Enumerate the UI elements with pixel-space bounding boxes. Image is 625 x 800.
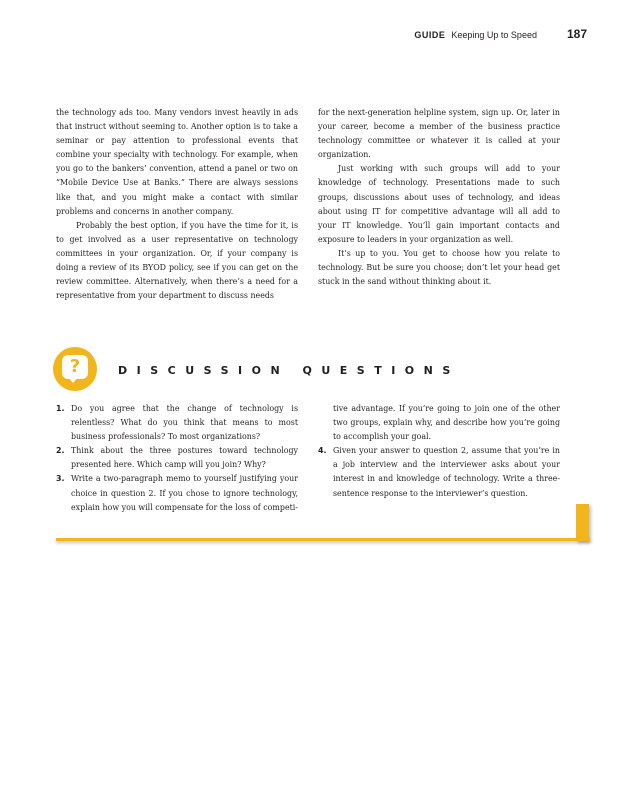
question-text: Given your answer to question 2, assume that you’re in a job interview and the interviewer asks about your interest in and knowledge of technology. Write a three-sentence response to the interviewer’s question.	[333, 446, 560, 498]
body-paragraph: It’s up to you. You get to choose how you relate to technology. But be sure you choose; don’t let your head get stuck in the sand without thinking about it.	[318, 248, 560, 287]
questions-column-right	[318, 402, 560, 501]
body-paragraph: for the next-generation helpline system, sign up. Or, later in your career, become a member of the business practice technology committee or whatever it is called at your organization.	[318, 108, 560, 160]
accent-side-tab	[576, 504, 589, 541]
question-item	[56, 402, 298, 444]
guide-label: GUIDE	[414, 30, 446, 40]
question-number: 2.	[56, 446, 65, 456]
body-paragraph: the technology ads too. Many vendors invest heavily in ads that instruct without seeming to. Another option is to take a seminar or pay attention to professional events that combine your specialty with technology. For example, when you go to the bankers’ convention, attend a panel or two on “Mobile Device Use at Banks.” There are always sessions like that, and you might make a contact with similar problems and concerns in another company.	[56, 108, 298, 216]
question-number: 3.	[56, 474, 65, 484]
question-continuation: tive advantage. If you’re going to join one of the other two groups, explain why, and describe how you’re going to accomplish your goal.	[333, 404, 560, 442]
body-paragraph: Just working with such groups will add to your knowledge of technology. Presentations made to such groups, discussions about uses of technology, and ideas about using IT for competitive advantage will all add to your IT knowledge. You’ll gain important contacts and exposure to leaders in your organization as well.	[318, 164, 560, 244]
discussion-questions-heading: DISCUSSION QUESTIONS	[118, 364, 460, 377]
question-item	[318, 444, 560, 500]
body-paragraph: Probably the best option, if you have the time for it, is to get involved as a user representative on technology committees in your organization. Or, if your company is doing a review of its BYOD policy, see if you can get on the review committee. Alternatively, when there’s a need for a representative from your department to discuss needs	[56, 220, 298, 301]
speech-bubble-tail	[68, 377, 78, 383]
question-item	[56, 472, 298, 514]
question-text: Write a two-paragraph memo to yourself justifying your choice in question 2. If you chose to ignore technology, explain how you will compensate for the loss of competi-	[71, 474, 298, 512]
body-column-left	[56, 106, 298, 303]
questions-column-left	[56, 402, 298, 515]
question-number: 4.	[318, 446, 327, 456]
question-text: Think about the three postures toward technology presented here. Which camp will you join? Why?	[71, 446, 298, 470]
question-text: Do you agree that the change of technology is relentless? What do you think that means to most business professionals? To most organizations?	[71, 404, 298, 442]
question-mark-icon	[53, 347, 97, 391]
running-header	[414, 27, 587, 41]
speech-bubble: ?	[62, 355, 88, 379]
accent-rule	[56, 538, 590, 541]
body-column-right	[318, 106, 560, 289]
section-title: Keeping Up to Speed	[451, 30, 537, 40]
page-number: 187	[566, 27, 587, 41]
question-number: 1.	[56, 404, 65, 413]
question-item	[56, 444, 298, 472]
